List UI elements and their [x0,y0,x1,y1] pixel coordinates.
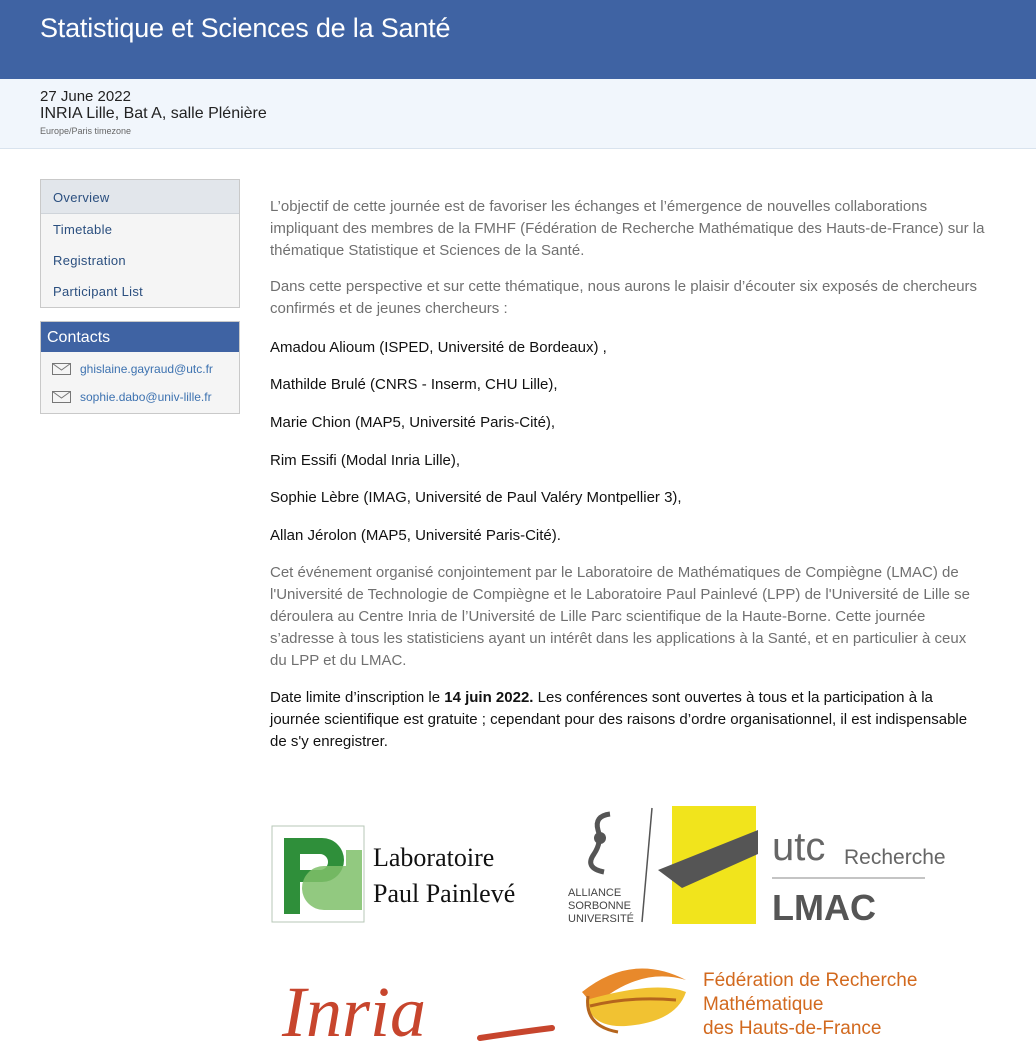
speaker-item: Amadou Alioum (ISPED, Université de Bordeaux) , [270,339,607,356]
fmhf-logo [582,968,917,1039]
utc-text: utc [772,825,826,869]
inria-text: Inria [282,972,426,1050]
fmhf-line1: Fédération de Recherche [703,970,918,991]
speaker-item: Mathilde Brulé (CNRS - Inserm, CHU Lille), [270,376,558,393]
fmhf-line3: des Hauts-de-France [703,1018,882,1039]
partner-logos [270,800,960,1050]
deadline-paragraph [270,687,986,753]
speaker-item: Allan Jérolon (MAP5, Université Paris-Cité). [270,527,561,544]
lmac-text: LMAC [772,887,876,928]
side-menu [40,179,240,308]
alliance-line1: ALLIANCE [568,887,622,899]
inria-logo [281,972,552,1050]
deadline-date: 14 juin 2022. [444,689,534,706]
menu-item-participant-list[interactable]: Participant List [53,284,144,299]
speaker-item: Sophie Lèbre (IMAG, Université de Paul Valéry Montpellier 3), [270,489,682,506]
event-info-bar [0,79,1036,149]
speaker-item: Marie Chion (MAP5, Université Paris-Cité), [270,414,556,431]
perspective-paragraph: Dans cette perspective et sur cette thématique, nous aurons le plaisir d’écouter six exposés de chercheurs confirmés et de jeunes chercheurs : [270,278,978,317]
alliance-line3: UNIVERSITÉ [568,913,635,925]
contact-email-dabo[interactable] [41,383,239,411]
menu-item-timetable[interactable]: Timetable [53,222,113,237]
recherche-text: Recherche [844,846,946,869]
contacts-panel [40,321,240,414]
deadline-prefix: Date limite d’inscription le [270,689,445,706]
deadline-suffix: Les conférences sont ouvertes à tous et la participation à la journée scientifique est gratuite ; cependant pour des raisons d’ordre organisationnel, il est indispensable de s'y enregistrer. [270,689,968,750]
contact-email-label: ghislaine.gayraud@utc.fr [80,362,213,376]
lpp-logo [272,826,515,922]
event-title: Statistique et Sciences de la Santé [40,13,451,43]
intro-paragraph: L’objectif de cette journée est de favoriser les échanges et l’émergence de nouvelles collaborations impliquant des membres de la FMHF (Fédération de Recherche Mathématique des Hauts-de-France) sur la thématique Statistique et Sciences de la Santé. [270,198,985,259]
lpp-line1: Laboratoire [373,843,495,872]
event-banner [0,0,1036,79]
event-venue: INRIA Lille, Bat A, salle Plénière [40,105,267,122]
menu-item-registration[interactable]: Registration [53,253,126,268]
event-date: 27 June 2022 [40,88,131,105]
speaker-item: Rim Essifi (Modal Inria Lille), [270,452,461,469]
contact-email-gayraud[interactable] [41,355,239,383]
organisation-paragraph: Cet événement organisé conjointement par le Laboratoire de Mathématiques de Compiègne (LMAC) de l'Université de Technologie de Compiègne et le Laboratoire Paul Painlevé (LPP) de l'Université de Lille se déroulera au Centre Inria de l’Université de Lille Parc scientifique de la Haute-Borne. Cette journée s’adresse à tous les statisticiens ayant un intérêt dans les applications à la Santé, et en particulier à ceux du LPP et du LMAC. [270,564,971,669]
event-timezone: Europe/Paris timezone [40,126,132,136]
contact-email-label: sophie.dabo@univ-lille.fr [80,390,212,404]
envelope-icon [52,363,71,375]
lpp-line2: Paul Painlevé [373,879,516,908]
alliance-sorbonne-logo [568,808,652,925]
utc-lmac-logo [658,806,946,928]
alliance-line2: SORBONNE [568,900,631,912]
fmhf-line2: Mathématique [703,994,824,1015]
menu-item-overview[interactable]: Overview [41,180,239,214]
envelope-icon [52,391,71,403]
contacts-heading: Contacts [41,322,239,352]
